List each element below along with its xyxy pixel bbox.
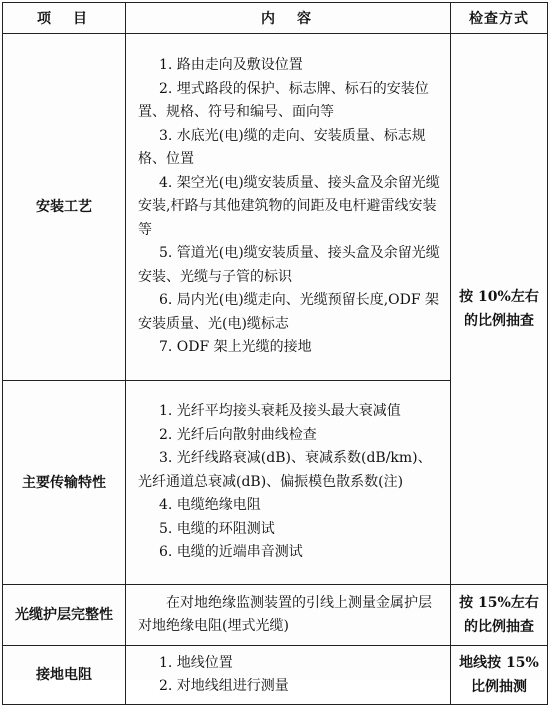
table-row (3, 34, 548, 381)
list-item: 2. 光纤后向散射曲线检查 (159, 426, 317, 443)
inspection-table (2, 2, 548, 705)
list-item: 1. 光纤平均接头衰耗及接头最大衰减值 (159, 403, 401, 420)
list-item: 3. 光纤线路衰减(dB)、衰减系数(dB/km)、光纤通道总衰减(dB)、偏振模色散系数(注) (138, 450, 432, 490)
header-method: 检查方式 (451, 3, 548, 34)
content-cell (126, 381, 451, 585)
header-row (3, 3, 548, 34)
category-cell: 接地电阻 (3, 646, 126, 705)
list-item: 2. 埋式路段的保护、标志牌、标石的安装位置、规格、符号和编号、面向等 (138, 80, 429, 121)
method-cell: 地线按 15%比例抽测 (451, 646, 548, 705)
table-row (3, 646, 548, 705)
list-item: 1. 路由走向及敷设位置 (159, 57, 303, 74)
method-cell: 按 15%左右的比例抽查 (451, 585, 548, 646)
list-item: 5. 管道光(电)缆安装质量、接头盒及余留光缆安装、光缆与子管的标识 (138, 245, 440, 285)
list-item: 6. 局内光(电)缆走向、光缆预留长度,ODF 架安装质量、光(电)缆标志 (138, 292, 440, 332)
content-cell (126, 646, 451, 705)
list-item: 3. 水底光(电)缆的走向、安装质量、标志规格、位置 (138, 127, 426, 168)
header-content: 内 容 (126, 3, 451, 34)
list-item: 4. 架空光(电)缆安装质量、接头盒及余留光缆安装,杆路与其他建筑物的间距及电杆避雷线安装等 (138, 174, 440, 238)
table-row (3, 585, 548, 646)
category-cell: 安装工艺 (3, 34, 126, 381)
list-item: 6. 电缆的近端串音测试 (159, 544, 303, 561)
header-item: 项 目 (3, 3, 126, 34)
content-paragraph: 在对地绝缘监测装置的引线上测量金属护层对地绝缘电阻(埋式光缆) (138, 594, 432, 634)
method-cell: 按 10%左右的比例抽查 (451, 34, 548, 585)
list-item: 2. 对地线组进行测量 (159, 678, 289, 694)
content-cell (126, 34, 451, 381)
list-item: 5. 电缆的环阻测试 (159, 520, 275, 537)
list-item: 1. 地线位置 (159, 654, 233, 671)
content-cell (126, 585, 451, 646)
category-cell: 主要传输特性 (3, 381, 126, 585)
list-item: 4. 电缆绝缘电阻 (159, 497, 261, 514)
list-item: 7. ODF 架上光缆的接地 (159, 339, 312, 356)
category-cell: 光缆护层完整性 (3, 585, 126, 646)
